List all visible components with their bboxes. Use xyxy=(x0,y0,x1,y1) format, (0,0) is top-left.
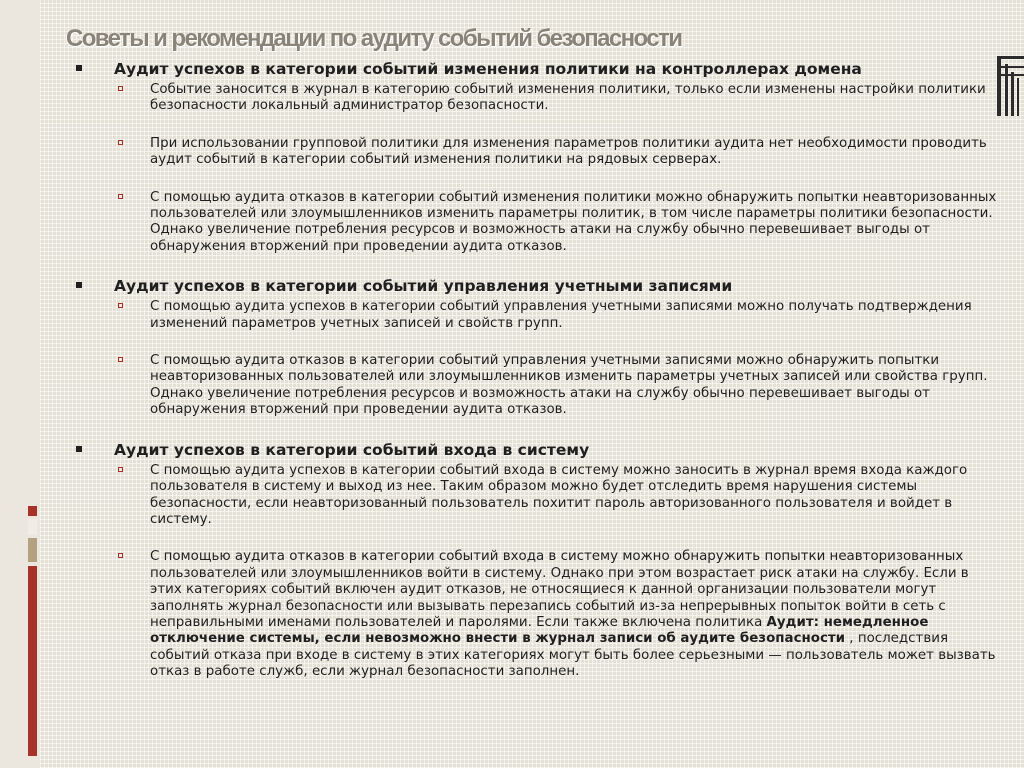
list-item-text-before: С помощью аудита отказов в категории событий входа в систему можно обнаружить попытки неавторизованных пользователей или злоумышленников войти в систему. Однако при этом возрастает риск атаки на службу. Если в этих категориях событий включен аудит отказов, не относящиеся к данной организации пользователи могут заполнять журнал безопасности или вызывать перезапись событий из-за непрерывных попыток войти в сеть с неправильными именами пользователей и паролями. Если также включена политика xyxy=(150,549,969,630)
accent-stripe-tan xyxy=(28,538,37,562)
bullet-list xyxy=(72,463,1012,681)
list-item xyxy=(72,463,1012,529)
accent-stripe-red-small xyxy=(28,506,37,516)
square-bullet-icon xyxy=(76,446,82,452)
section-heading xyxy=(72,59,1012,80)
hollow-square-bullet-icon xyxy=(118,467,123,472)
list-item xyxy=(72,353,1012,419)
accent-stripe-light xyxy=(28,519,37,535)
list-item xyxy=(72,190,1012,256)
section-heading xyxy=(72,276,1012,297)
section-logon-events xyxy=(72,440,1012,681)
policy-name: Аудит: немедленное отключение системы, если невозможно внести в журнал записи об аудите безопасности xyxy=(150,614,929,647)
square-bullet-icon xyxy=(76,282,82,288)
hollow-square-bullet-icon xyxy=(118,140,123,145)
bullet-list xyxy=(72,82,1012,255)
hollow-square-bullet-icon xyxy=(118,86,123,91)
list-item-text: При использовании групповой политики для изменения параметров политики аудита нет необходимости проводить аудит событий в категории событий изменения политики на рядовых серверах. xyxy=(150,135,987,168)
hollow-square-bullet-icon xyxy=(118,303,123,308)
bullet-list xyxy=(72,299,1012,418)
hollow-square-bullet-icon xyxy=(118,553,123,558)
square-bullet-icon xyxy=(76,65,82,71)
section-account-management xyxy=(72,276,1012,418)
section-heading-text: Аудит успехов в категории событий управления учетными записями xyxy=(114,277,733,296)
list-item xyxy=(72,549,1012,680)
list-item-text: С помощью аудита успехов в категории событий управления учетными записями можно получать подтверждения изменений параметров учетных записей и свойств групп. xyxy=(150,299,972,331)
accent-stripe-red xyxy=(28,566,37,756)
list-item-text: С помощью аудита успехов в категории событий входа в систему можно заносить в журнал время входа каждого пользователя в систему и выход из нее. Таким образом можно будет отследить время нарушения системы безопасности, если неавторизованный пользователь похитит пароль авторизованного пользователя и войдет в систему. xyxy=(150,462,968,527)
list-item-text: С помощью аудита отказов в категории событий изменения политики можно обнаружить попытки неавторизованных пользователей или злоумышленников изменить параметры политик, в том числе параметры политики безопасности. Однако увеличение потребления ресурсов и возможность атаки на службу обычно перевешивает выгоды от обнаружения вторжений при проведении аудита отказов. xyxy=(150,189,997,254)
list-item xyxy=(72,299,1012,332)
list-item xyxy=(72,136,1012,169)
section-policy-change xyxy=(72,59,1012,255)
list-item xyxy=(72,82,1012,115)
hollow-square-bullet-icon xyxy=(118,194,123,199)
section-heading-text: Аудит успехов в категории событий входа в систему xyxy=(114,440,590,459)
list-item-text: С помощью аудита отказов в категории событий управления учетными записями можно обнаружить попытки неавторизованных пользователей или злоумышленников изменить параметры учетных записей или свойства групп. Однако увеличение потребления ресурсов и возможность атаки на службу обычно перевешивает выгоды от обнаружения вторжений при проведении аудита отказов. xyxy=(150,353,988,418)
hollow-square-bullet-icon xyxy=(118,357,123,362)
section-heading xyxy=(72,440,1012,461)
list-item-text-after: , последствия событий отказа при входе в систему в этих категориях могут быть более серьезными — пользователь может вызвать отказ в работе служб, если журнал безопасности заполнен. xyxy=(150,631,996,680)
slide-title: Советы и рекомендации по аудиту событий безопасности xyxy=(66,25,682,52)
section-heading-text: Аудит успехов в категории событий изменения политики на контроллерах домена xyxy=(114,60,862,78)
list-item-text: Событие заносится в журнал в категорию событий изменения политики, только если изменены настройки политики безопасности локальный администратор безопасности. xyxy=(150,82,986,114)
slide-content xyxy=(72,59,1012,681)
